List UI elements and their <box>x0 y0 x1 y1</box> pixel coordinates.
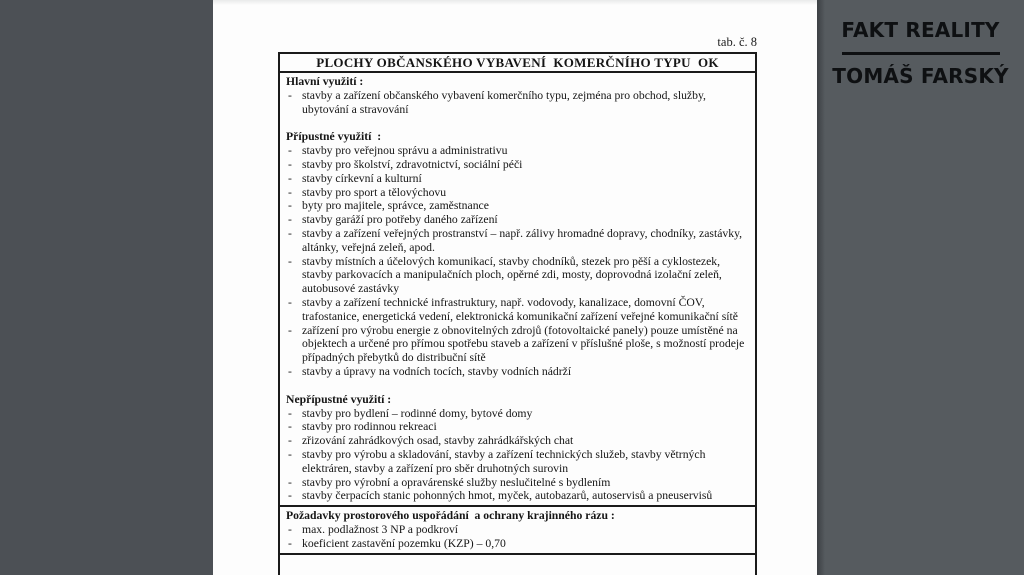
dash-bullet-icon: - <box>288 447 292 461</box>
section-item-list <box>286 407 747 504</box>
section-heading: Nepřípustné využití : <box>286 392 392 406</box>
dash-bullet-icon: - <box>288 364 292 378</box>
list-item <box>286 476 747 490</box>
section-heading: Požadavky prostorového uspořádání a ochrany krajinného rázu : <box>286 509 615 523</box>
section-nepripustne-vyuziti <box>286 393 747 503</box>
brand-divider <box>842 52 1000 55</box>
list-item <box>286 296 747 324</box>
dash-bullet-icon: - <box>288 199 292 213</box>
list-item-text: stavby čerpacích stanic pohonných hmot, myček, autobazarů, autoservisů a pneuservisů <box>302 489 713 503</box>
dash-bullet-icon: - <box>288 185 292 199</box>
section-pripustne-vyuziti <box>286 130 747 378</box>
list-item-text: stavby a zařízení technické infrastruktury, např. vodovody, kanalizace, domovní ČOV, trafostanice, energetická vedení, elektronická komunikační zařízení veřejné komunikační sítě <box>302 295 738 323</box>
dash-bullet-icon: - <box>288 144 292 158</box>
dash-bullet-icon: - <box>288 157 292 171</box>
list-item-text: stavby pro školství, zdravotnictví, sociální péči <box>302 157 523 171</box>
list-item <box>286 255 747 296</box>
section-heading: Hlavní využití : <box>286 75 364 88</box>
list-item-text: stavby pro výrobní a opravárenské služby neslučitelné s bydlením <box>302 475 611 489</box>
list-item <box>286 324 747 365</box>
list-item <box>286 537 747 551</box>
section-hlavni-vyuziti <box>286 75 747 116</box>
dash-bullet-icon: - <box>288 475 292 489</box>
list-item-text: zařízení pro výrobu energie z obnovitelných zdrojů (fotovoltaické panely) pouze umístěné na objektech a určené pro přímou spotřebu staveb a zařízení v příslušné ploše, s možností prodeje případných přebytků do distribuční sítě <box>302 323 745 365</box>
regulation-table <box>278 52 757 575</box>
dash-bullet-icon: - <box>288 489 292 503</box>
dash-bullet-icon: - <box>288 295 292 309</box>
list-item <box>286 186 747 200</box>
list-item-text: stavby a zařízení veřejných prostranství – např. zálivy hromadné dopravy, chodníky, zastávky, altánky, veřejná zeleň, apod. <box>302 226 743 254</box>
list-item <box>286 144 747 158</box>
list-item-text: byty pro majitele, správce, zaměstnance <box>302 199 489 213</box>
list-item <box>286 523 747 537</box>
list-item <box>286 489 747 503</box>
dash-bullet-icon: - <box>288 522 292 536</box>
list-item <box>286 89 747 117</box>
dash-bullet-icon: - <box>288 406 292 420</box>
document-page <box>213 0 817 575</box>
list-item <box>286 434 747 448</box>
list-item-text: max. podlažnost 3 NP a podkroví <box>302 522 459 536</box>
list-item <box>286 172 747 186</box>
list-item-text: stavby garáží pro potřeby daného zařízení <box>302 213 498 227</box>
section-item-list <box>286 144 747 379</box>
list-item-text: stavby pro výrobu a skladování, stavby a zařízení technických služeb, stavby větrných elektráren, stavby a zařízení pro sběr druhotných surovin <box>302 447 706 475</box>
section-item-list <box>286 89 747 117</box>
dash-bullet-icon: - <box>288 254 292 268</box>
brand-panel <box>817 0 1024 575</box>
list-item-text: stavby a zařízení občanského vybavení komerčního typu, zejména pro obchod, služby, ubytování a stravování <box>302 88 706 116</box>
dash-bullet-icon: - <box>288 88 292 102</box>
list-item <box>286 213 747 227</box>
dash-bullet-icon: - <box>288 420 292 434</box>
list-item-text: stavby pro veřejnou správu a administrativu <box>302 144 508 158</box>
section-pozadavky-prostoroveho-usporadani <box>280 505 755 554</box>
dash-bullet-icon: - <box>288 213 292 227</box>
list-item <box>286 365 747 379</box>
list-item <box>286 158 747 172</box>
list-item-text: stavby a úpravy na vodních tocích, stavby vodních nádrží <box>302 364 572 378</box>
list-item-text: stavby pro sport a tělovýchovu <box>302 185 447 199</box>
section-item-list <box>286 523 747 551</box>
list-item <box>286 420 747 434</box>
agent-name: TOMÁŠ FARSKÝ <box>832 64 1009 88</box>
dash-bullet-icon: - <box>288 434 292 448</box>
list-item-text: stavby církevní a kulturní <box>302 171 422 185</box>
table-number-label: tab. č. 8 <box>717 35 757 49</box>
table-clipped-next-row <box>280 555 755 575</box>
list-item-text: stavby pro rodinnou rekreaci <box>302 420 437 434</box>
dash-bullet-icon: - <box>288 171 292 185</box>
list-item <box>286 199 747 213</box>
list-item-text: koeficient zastavění pozemku (KZP) – 0,70 <box>302 536 506 550</box>
list-item-text: zřizování zahrádkových osad, stavby zahrádkářských chat <box>302 434 574 448</box>
dash-bullet-icon: - <box>288 323 292 337</box>
list-item-text: stavby místních a účelových komunikací, stavby chodníků, stezek pro pěší a cyklostezek, stavby parkovacích a manipulačních ploch, opěrné zdi, mosty, doprovodná izolační zeleň, autobusové zastávky <box>302 254 722 296</box>
list-item-text: stavby pro bydlení – rodinné domy, bytové domy <box>302 406 533 420</box>
table-main-cell <box>280 73 755 505</box>
list-item <box>286 407 747 421</box>
list-item <box>286 448 747 476</box>
table-title: PLOCHY OBČANSKÉHO VYBAVENÍ KOMERČNÍHO TYPU OK <box>280 54 755 73</box>
section-heading: Přípustné využití : <box>286 130 382 144</box>
dash-bullet-icon: - <box>288 536 292 550</box>
dash-bullet-icon: - <box>288 226 292 240</box>
list-item <box>286 227 747 255</box>
brand-name: FAKT REALITY <box>841 18 1000 42</box>
